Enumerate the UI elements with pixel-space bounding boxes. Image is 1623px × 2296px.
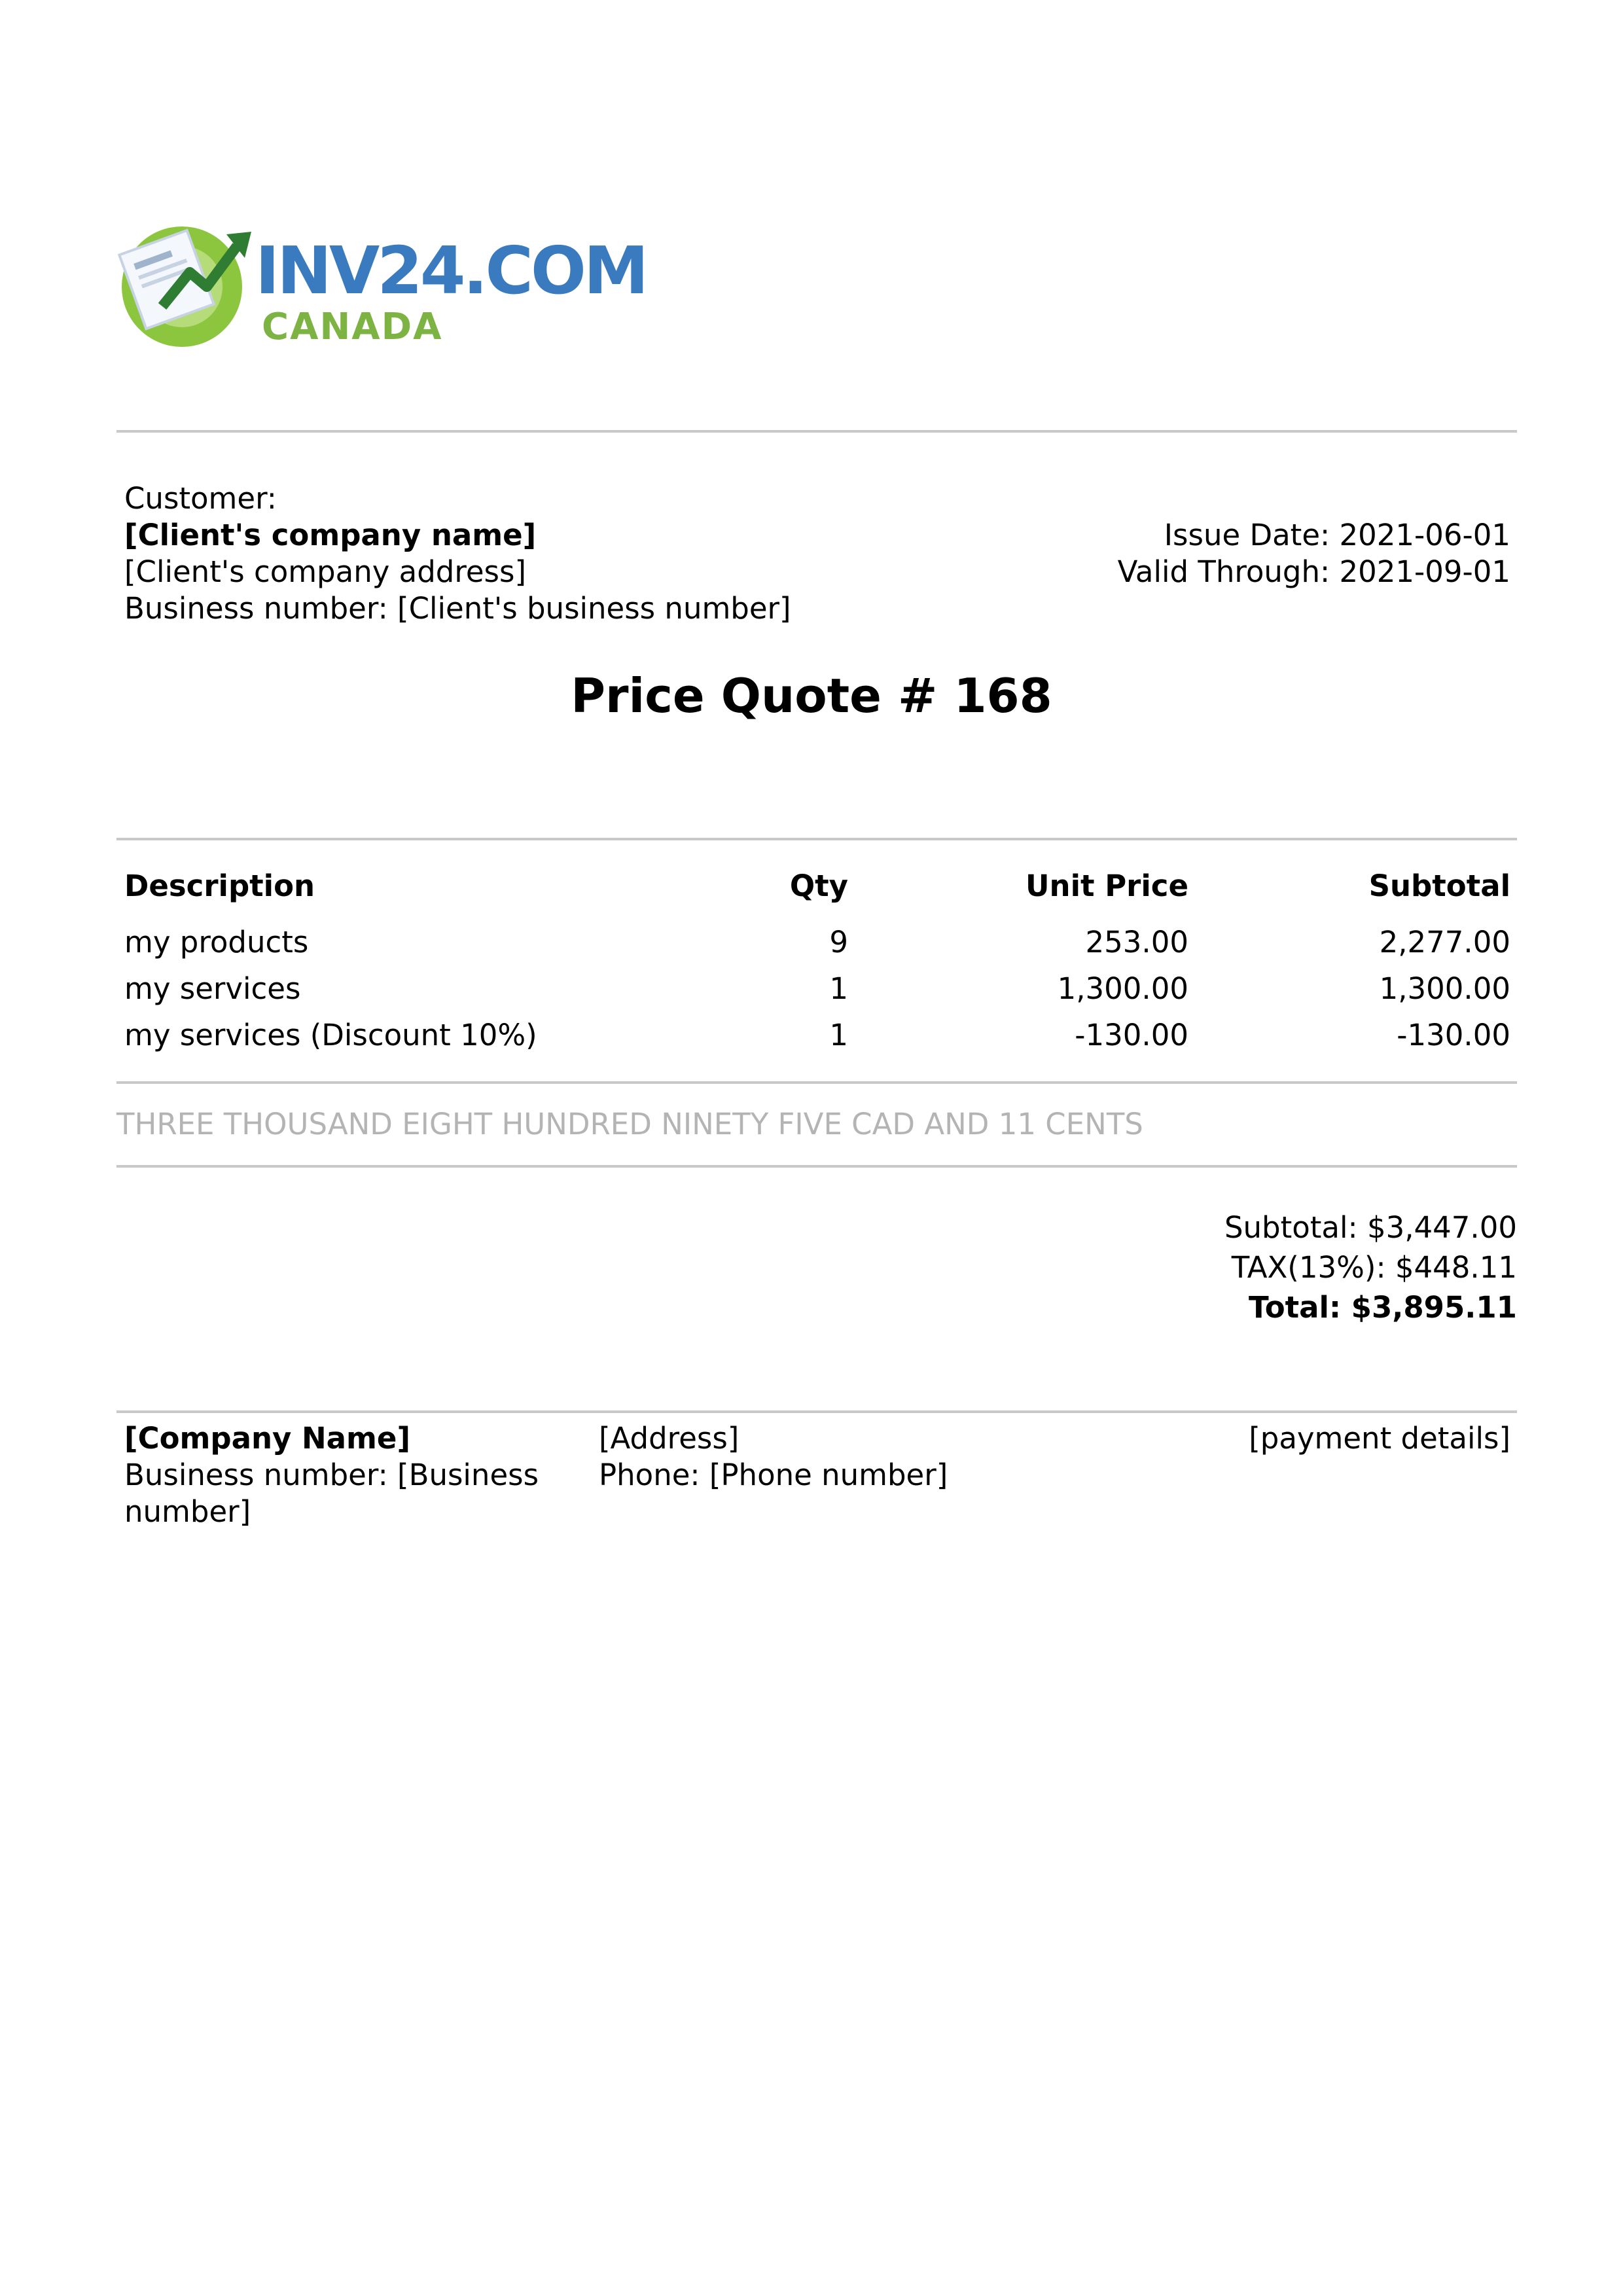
client-company-name: [Client's company name] [124, 518, 537, 552]
valid-through-date: Valid Through: 2021-09-01 [1117, 554, 1510, 589]
row-subtotal: 1,300.00 [1379, 971, 1510, 1006]
footer-address: [Address] [599, 1421, 740, 1456]
logo-graphic [116, 208, 647, 359]
row-description: my products [124, 925, 309, 960]
row-qty: 9 [829, 925, 848, 960]
client-business-number: Business number: [Client's business number] [124, 591, 791, 626]
customer-label: Customer: [124, 481, 277, 516]
document-title: Price Quote # 168 [571, 668, 1052, 723]
client-company-address: [Client's company address] [124, 554, 527, 589]
row-unit-price: -130.00 [1075, 1018, 1188, 1052]
amount-words-divider [116, 1165, 1517, 1168]
column-header-description: Description [124, 869, 315, 903]
column-header-subtotal: Subtotal [1368, 869, 1510, 903]
row-description: my services (Discount 10%) [124, 1018, 537, 1052]
totals-grand-total: Total: $3,895.11 [1249, 1290, 1517, 1325]
issue-date: Issue Date: 2021-06-01 [1164, 518, 1510, 552]
footer-company-name: [Company Name] [124, 1421, 411, 1456]
footer-business-number: Business number: [Business [124, 1458, 539, 1492]
column-header-qty: Qty [789, 869, 848, 903]
column-header-unit-price: Unit Price [1026, 869, 1188, 903]
company-logo [116, 208, 647, 359]
row-description: my services [124, 971, 301, 1006]
row-subtotal: -130.00 [1397, 1018, 1510, 1052]
row-subtotal: 2,277.00 [1379, 925, 1510, 960]
amount-in-words: THREE THOUSAND EIGHT HUNDRED NINETY FIVE CAD AND 11 CENTS [116, 1107, 1143, 1141]
footer-divider [116, 1410, 1517, 1413]
row-unit-price: 253.00 [1085, 925, 1188, 960]
row-qty: 1 [829, 1018, 848, 1052]
footer-payment-details: [payment details] [1249, 1421, 1510, 1456]
totals-subtotal: Subtotal: $3,447.00 [1224, 1210, 1517, 1245]
header-divider [116, 430, 1517, 433]
row-qty: 1 [829, 971, 848, 1006]
table-top-divider [116, 838, 1517, 840]
logo-text-inv24: INV24.COM [255, 232, 647, 309]
row-unit-price: 1,300.00 [1057, 971, 1188, 1006]
table-bottom-divider [116, 1081, 1517, 1084]
totals-tax: TAX(13%): $448.11 [1231, 1250, 1517, 1285]
footer-business-number-cont: number] [124, 1494, 251, 1529]
logo-text-canada: CANADA [262, 306, 443, 348]
footer-phone: Phone: [Phone number] [599, 1458, 948, 1492]
